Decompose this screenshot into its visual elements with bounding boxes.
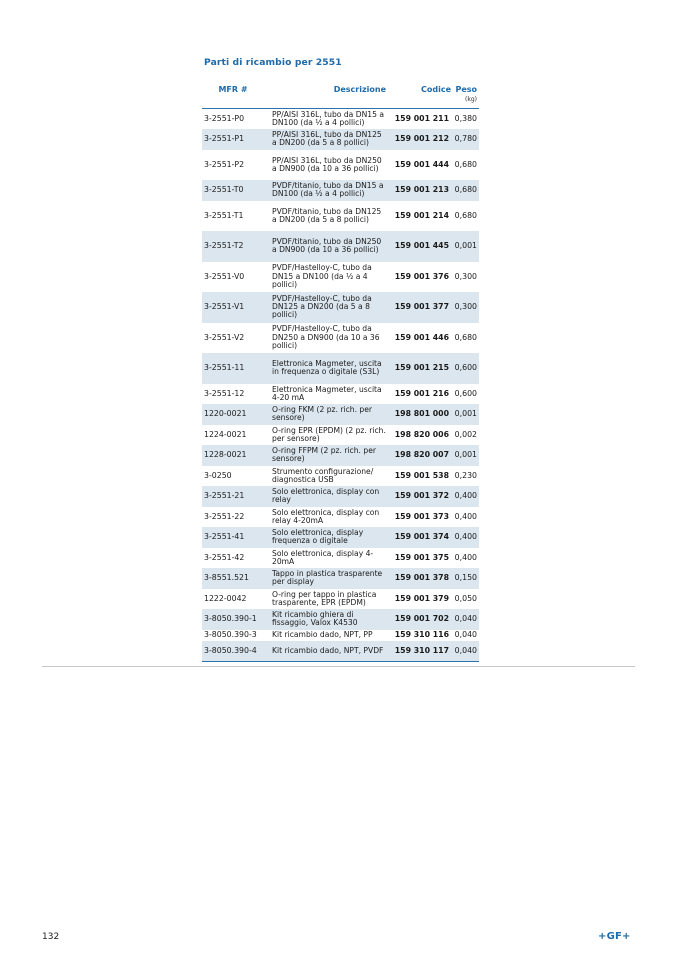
description-cell: Solo elettronica, display frequenza o digitale	[268, 527, 388, 548]
weight-cell: 0,600	[453, 353, 479, 384]
description-cell: Solo elettronica, display 4-20mA	[268, 548, 388, 569]
mfr-cell: 3-8050.390-3	[202, 630, 268, 642]
table-row	[202, 589, 479, 610]
description-cell: Solo elettronica, display con relay	[268, 486, 388, 507]
table-row	[202, 425, 479, 446]
table-row	[202, 231, 479, 262]
description-cell: O-ring FFPM (2 pz. rich. per sensore)	[268, 445, 388, 466]
mfr-cell: 1222-0042	[202, 589, 268, 610]
weight-cell: 0,230	[453, 466, 479, 487]
code-cell: 159 001 446	[388, 323, 453, 354]
weight-cell: 0,400	[453, 486, 479, 507]
table-row	[202, 445, 479, 466]
weight-cell: 0,680	[453, 180, 479, 201]
mfr-cell: 3-2551-P1	[202, 129, 268, 150]
table-row	[202, 129, 479, 150]
mfr-cell: 3-2551-T2	[202, 231, 268, 262]
description-cell: PP/AISI 316L, tubo da DN125 a DN200 (da 5 a 8 pollici)	[268, 129, 388, 150]
table-row	[202, 507, 479, 528]
code-cell: 198 801 000	[388, 404, 453, 425]
mfr-cell: 3-8551.521	[202, 568, 268, 589]
weight-cell: 0,680	[453, 323, 479, 354]
mfr-cell: 1220-0021	[202, 404, 268, 425]
code-cell: 159 310 117	[388, 641, 453, 662]
table-row	[202, 201, 479, 232]
description-cell: PVDF/Hastelloy-C, tubo da DN250 a DN900 (da 10 a 36 pollici)	[268, 323, 388, 354]
code-cell: 159 001 211	[388, 109, 453, 130]
code-cell: 159 001 538	[388, 466, 453, 487]
code-cell: 159 001 374	[388, 527, 453, 548]
description-cell: PVDF/titanio, tubo da DN125 a DN200 (da 5 a 8 pollici)	[268, 201, 388, 232]
mfr-cell: 3-2551-12	[202, 384, 268, 405]
weight-cell: 0,040	[453, 609, 479, 630]
mfr-cell: 3-2551-21	[202, 486, 268, 507]
mfr-cell: 1224-0021	[202, 425, 268, 446]
code-cell: 159 001 445	[388, 231, 453, 262]
code-cell: 159 001 379	[388, 589, 453, 610]
description-cell: Elettronica Magmeter, uscita 4-20 mA	[268, 384, 388, 405]
description-cell: O-ring per tappo in plastica trasparente, EPR (EPDM)	[268, 589, 388, 610]
table-row	[202, 180, 479, 201]
mfr-cell: 3-2551-T0	[202, 180, 268, 201]
code-cell: 159 001 375	[388, 548, 453, 569]
code-cell: 159 001 214	[388, 201, 453, 232]
header-description: Descrizione	[268, 84, 388, 109]
mfr-cell: 3-8050.390-1	[202, 609, 268, 630]
description-cell: Strumento configurazione/ diagnostica USB	[268, 466, 388, 487]
weight-cell: 0,050	[453, 589, 479, 610]
description-cell: Elettronica Magmeter, uscita in frequenza o digitale (S3L)	[268, 353, 388, 384]
table-row	[202, 109, 479, 130]
description-cell: Solo elettronica, display con relay 4-20mA	[268, 507, 388, 528]
spare-parts-table	[202, 84, 479, 662]
weight-cell: 0,150	[453, 568, 479, 589]
table-row	[202, 292, 479, 323]
weight-cell: 0,001	[453, 445, 479, 466]
table-row	[202, 384, 479, 405]
table-row	[202, 466, 479, 487]
mfr-cell: 3-2551-41	[202, 527, 268, 548]
description-cell: PP/AISI 316L, tubo da DN250 a DN900 (da 10 a 36 pollici)	[268, 150, 388, 181]
table-row	[202, 353, 479, 384]
description-cell: PP/AISI 316L, tubo da DN15 a DN100 (da ½ a 4 pollici)	[268, 109, 388, 130]
section-title: Parti di ricambio per 2551	[204, 57, 342, 68]
mfr-cell: 3-2551-V0	[202, 262, 268, 293]
code-cell: 159 001 372	[388, 486, 453, 507]
table-header-row	[202, 84, 479, 109]
mfr-cell: 3-0250	[202, 466, 268, 487]
weight-cell: 0,680	[453, 201, 479, 232]
description-cell: PVDF/Hastelloy-C, tubo da DN15 a DN100 (da ½ a 4 pollici)	[268, 262, 388, 293]
weight-cell: 0,040	[454, 630, 477, 640]
code-cell: 159 001 212	[388, 129, 453, 150]
header-code: Codice	[388, 84, 453, 109]
code-cell: 159 001 378	[388, 568, 453, 589]
description-cell: Tappo in plastica trasparente per display	[268, 568, 388, 589]
table-row	[202, 527, 479, 548]
table-row	[202, 641, 479, 662]
mfr-cell: 1228-0021	[202, 445, 268, 466]
table-row	[202, 486, 479, 507]
mfr-cell: 3-8050.390-4	[202, 641, 268, 662]
weight-cell: 0,300	[453, 292, 479, 323]
description-cell: Kit ricambio dado, NPT, PVDF	[268, 641, 388, 662]
mfr-cell: 3-2551-P2	[202, 150, 268, 181]
header-weight	[453, 84, 479, 109]
mfr-cell: 3-2551-V2	[202, 323, 268, 354]
weight-cell: 0,380	[453, 109, 479, 130]
description-cell: Kit ricambio ghiera di fissaggio, Valox K4530	[268, 609, 388, 630]
gf-logo: +GF+	[598, 931, 631, 942]
mfr-cell: 3-2551-T1	[202, 201, 268, 232]
weight-cell: 0,600	[453, 384, 479, 405]
weight-cell: 0,400	[453, 548, 479, 569]
table-row	[202, 609, 479, 630]
table-row	[202, 150, 479, 181]
weight-cell: 0,002	[453, 425, 479, 446]
mfr-cell: 3-2551-V1	[202, 292, 268, 323]
description-cell: PVDF/titanio, tubo da DN15 a DN100 (da ½ a 4 pollici)	[268, 180, 388, 201]
weight-cell: 0,400	[453, 527, 479, 548]
code-cell: 159 001 444	[388, 150, 453, 181]
header-weight-label: Peso	[455, 85, 477, 94]
table-row	[202, 404, 479, 425]
weight-cell: 0,780	[453, 129, 479, 150]
description-cell: O-ring FKM (2 pz. rich. per sensore)	[268, 404, 388, 425]
code-cell: 159 001 215	[388, 353, 453, 384]
code-cell: 198 820 006	[388, 425, 453, 446]
weight-cell: 0,300	[453, 262, 479, 293]
description-cell: O-ring EPR (EPDM) (2 pz. rich. per sensore)	[268, 425, 388, 446]
page-divider	[42, 666, 635, 667]
code-cell: 159 310 116	[388, 630, 453, 642]
table-row	[202, 262, 479, 293]
weight-cell: 0,680	[453, 150, 479, 181]
weight-cell: 0,400	[453, 507, 479, 528]
mfr-cell: 3-2551-P0	[202, 109, 268, 130]
description-cell: PVDF/titanio, tubo da DN250 a DN900 (da 10 a 36 pollici)	[268, 231, 388, 262]
table-row	[202, 323, 479, 354]
code-cell: 159 001 376	[388, 262, 453, 293]
code-cell: 159 001 213	[388, 180, 453, 201]
table-row	[202, 568, 479, 589]
header-mfr: MFR #	[202, 84, 268, 109]
weight-cell: 0,001	[453, 231, 479, 262]
mfr-cell: 3-2551-11	[202, 353, 268, 384]
mfr-cell: 3-2551-22	[202, 507, 268, 528]
description-cell: Kit ricambio dado, NPT, PP	[268, 630, 388, 642]
weight-cell: 0,001	[453, 404, 479, 425]
code-cell: 159 001 377	[388, 292, 453, 323]
code-cell: 159 001 216	[388, 384, 453, 405]
table-row	[202, 630, 479, 642]
description-cell: PVDF/Hastelloy-C, tubo da DN125 a DN200 (da 5 a 8 pollici)	[268, 292, 388, 323]
table-row	[202, 548, 479, 569]
mfr-cell: 3-2551-42	[202, 548, 268, 569]
code-cell: 159 001 373	[388, 507, 453, 528]
code-cell: 198 820 007	[388, 445, 453, 466]
code-cell: 159 001 702	[388, 609, 453, 630]
header-weight-unit: (kg)	[465, 96, 477, 103]
page-number: 132	[42, 932, 60, 942]
weight-cell: 0,040	[453, 641, 479, 662]
